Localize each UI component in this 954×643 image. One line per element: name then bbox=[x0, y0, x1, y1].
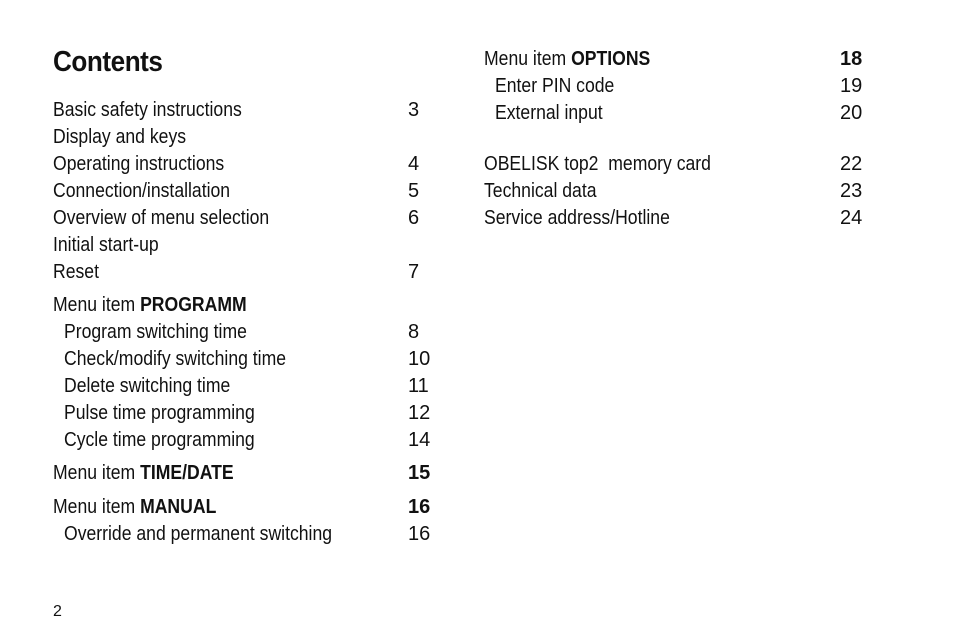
toc-sub-entry bbox=[53, 427, 443, 454]
toc-entry bbox=[484, 151, 874, 178]
toc-entry-page: 5 bbox=[408, 180, 420, 202]
toc-entry-label: Service address/Hotline bbox=[484, 207, 670, 229]
toc-menu-name: MANUAL bbox=[140, 496, 217, 518]
toc-entry-label: Initial start-up bbox=[53, 234, 159, 256]
toc-entry bbox=[53, 124, 443, 151]
toc-entry-page: 4 bbox=[408, 153, 420, 175]
toc-entry-label: Basic safety instructions bbox=[53, 99, 242, 121]
toc-menu-name: OPTIONS bbox=[571, 48, 651, 70]
toc-entry-page: 16 bbox=[408, 523, 431, 545]
toc-entry-label: Delete switching time bbox=[64, 375, 231, 397]
toc-entry bbox=[53, 151, 443, 178]
toc-entry-page: 19 bbox=[840, 75, 863, 97]
toc-entry bbox=[53, 97, 443, 124]
toc-entry bbox=[53, 178, 443, 205]
toc-entry-page: 23 bbox=[840, 180, 863, 202]
toc-sub-entry bbox=[484, 100, 874, 127]
toc-section-heading bbox=[53, 292, 443, 319]
toc-entry-label: Check/modify switching time bbox=[64, 348, 287, 370]
toc-entry-page: 12 bbox=[408, 402, 431, 424]
toc-entry-label: Enter PIN code bbox=[495, 75, 615, 97]
toc-entry-page: 3 bbox=[408, 99, 420, 121]
toc-entry-page: 20 bbox=[840, 102, 863, 124]
toc-entry-label: Connection/installation bbox=[53, 180, 231, 202]
toc-entry bbox=[53, 232, 443, 259]
toc-section-heading bbox=[53, 494, 443, 521]
toc-section-heading bbox=[484, 46, 874, 73]
toc-entry-label: Override and permanent switching bbox=[64, 523, 333, 545]
toc-entry-page: 15 bbox=[408, 462, 431, 484]
toc-entry-page: 16 bbox=[408, 496, 431, 518]
toc-entry-label: Menu item MANUAL bbox=[53, 496, 217, 518]
toc-entry-label: Menu item OPTIONS bbox=[484, 48, 651, 70]
toc-sub-entry bbox=[53, 319, 443, 346]
toc-entry-label: Display and keys bbox=[53, 126, 187, 148]
toc-entry-label: Reset bbox=[53, 261, 99, 283]
toc-entry bbox=[53, 259, 443, 286]
toc-entry-page: 14 bbox=[408, 429, 431, 451]
toc-entry-label: Cycle time programming bbox=[64, 429, 255, 451]
toc-sub-entry bbox=[53, 373, 443, 400]
toc-entry-label: Overview of menu selection bbox=[53, 207, 270, 229]
toc-entry-label: OBELISK top2 memory card bbox=[484, 153, 711, 175]
toc-entry-label: Menu item PROGRAMM bbox=[53, 294, 247, 316]
toc-entry-label: Program switching time bbox=[64, 321, 247, 343]
toc-entry-page: 10 bbox=[408, 348, 431, 370]
page-number: 2 bbox=[53, 603, 62, 620]
toc-entry-page: 18 bbox=[840, 48, 863, 70]
toc-entry-label: Technical data bbox=[484, 180, 597, 202]
toc-entry-page: 6 bbox=[408, 207, 420, 229]
toc-entry-label: Pulse time programming bbox=[64, 402, 255, 424]
toc-entry bbox=[484, 205, 874, 232]
toc-entry-page: 22 bbox=[840, 153, 863, 175]
toc-menu-name: PROGRAMM bbox=[140, 294, 247, 316]
toc-entry-label: Operating instructions bbox=[53, 153, 225, 175]
toc-entry-page: 7 bbox=[408, 261, 420, 283]
toc-entry-label: Menu item TIME/DATE bbox=[53, 462, 234, 484]
toc-entry-page: 8 bbox=[408, 321, 420, 343]
toc-entry-page: 24 bbox=[840, 207, 863, 229]
toc-entry-label: External input bbox=[495, 102, 603, 124]
toc-entry-page: 11 bbox=[408, 375, 429, 397]
contents-title: Contents bbox=[53, 46, 163, 78]
toc-sub-entry bbox=[53, 400, 443, 427]
toc-section-heading bbox=[53, 460, 443, 487]
toc-menu-name: TIME/DATE bbox=[140, 462, 234, 484]
toc-sub-entry bbox=[53, 521, 443, 548]
toc-sub-entry bbox=[53, 346, 443, 373]
toc-entry bbox=[53, 205, 443, 232]
toc-sub-entry bbox=[484, 73, 874, 100]
toc-entry bbox=[484, 178, 874, 205]
